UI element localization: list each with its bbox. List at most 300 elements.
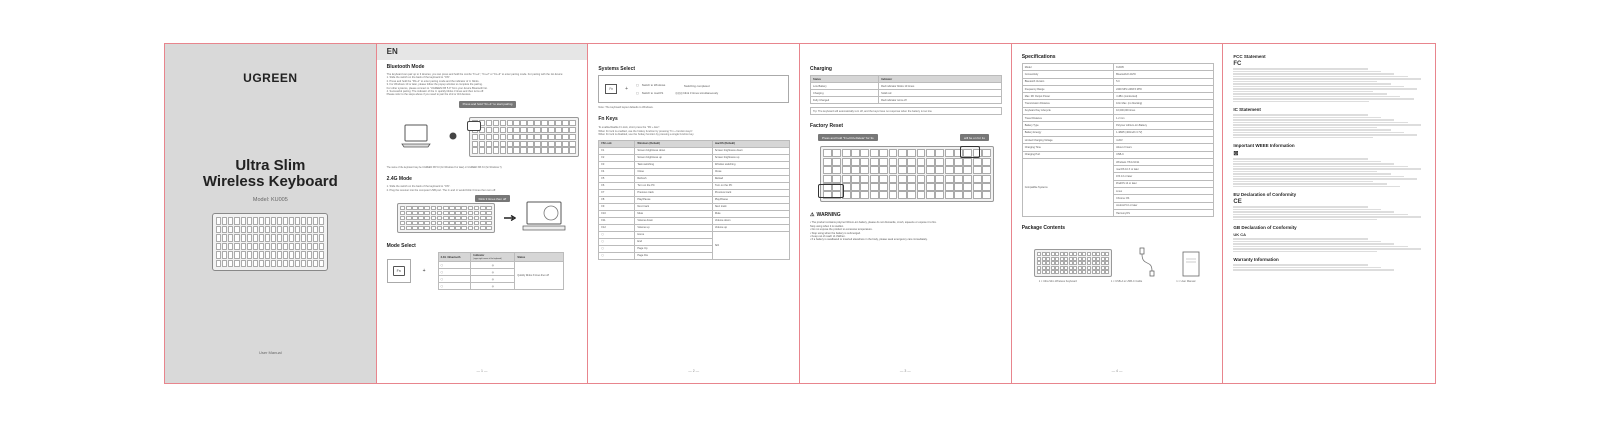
table-row: F10 Mute Mute <box>599 210 790 217</box>
placeholder-line <box>1233 246 1407 248</box>
key <box>253 251 258 259</box>
key <box>500 127 506 133</box>
table-row: Charging Port USB-C <box>1022 151 1213 158</box>
warning-heading: ⚠ WARNING <box>810 212 841 219</box>
key <box>472 141 478 147</box>
g24-illustration <box>387 195 578 235</box>
key <box>527 127 533 133</box>
key <box>870 149 879 157</box>
key <box>1064 257 1068 261</box>
key <box>480 211 486 215</box>
key <box>277 226 282 234</box>
key <box>500 147 506 153</box>
key <box>1082 261 1086 265</box>
eu-heading: EU Declaration of Conformity <box>1233 192 1297 197</box>
key <box>1055 266 1059 270</box>
key <box>541 127 547 133</box>
key <box>295 251 300 259</box>
gb-text <box>1233 238 1425 252</box>
text-line: • If a battery is swallowed or inserted elsewhere in the body, please seek emergency care immediately. <box>810 238 928 242</box>
key <box>1051 270 1055 274</box>
key <box>907 183 916 191</box>
table-row: F2 Screen brightness up Screen brightness up <box>599 154 790 161</box>
key <box>851 183 860 191</box>
key <box>1060 252 1064 256</box>
key <box>917 158 926 166</box>
key <box>1105 257 1109 261</box>
key <box>548 134 554 140</box>
key <box>963 191 972 199</box>
placeholder-line <box>1233 124 1421 126</box>
key <box>307 226 312 234</box>
key <box>1046 257 1050 261</box>
key <box>1087 257 1091 261</box>
key <box>228 217 233 225</box>
key <box>247 251 252 259</box>
key <box>289 226 294 234</box>
key <box>541 134 547 140</box>
key <box>493 147 499 153</box>
key <box>935 149 944 157</box>
key <box>295 234 300 242</box>
table-row: Android 5.0 or later <box>1022 202 1213 209</box>
key <box>431 226 437 230</box>
key <box>534 134 540 140</box>
table-row: Fully Charged Red indicator turns off <box>811 97 1002 104</box>
reset-callout: Press and hold "Fn+Ctrl+Delete" for 3s <box>818 134 878 141</box>
key <box>513 147 519 153</box>
bluetooth-mode-heading: Bluetooth Mode <box>386 64 425 70</box>
key <box>963 158 972 166</box>
key <box>1064 270 1068 274</box>
key <box>907 166 916 174</box>
fcc-logo: FC <box>1233 61 1242 67</box>
key <box>474 221 480 225</box>
placeholder-line <box>1233 127 1377 129</box>
key <box>954 166 963 174</box>
key <box>216 251 221 259</box>
key <box>569 134 575 140</box>
key <box>301 260 306 268</box>
key <box>1073 252 1077 256</box>
table-row: Low Battery Red indicator blinks 10 times <box>811 83 1002 90</box>
key <box>541 147 547 153</box>
key <box>222 226 227 234</box>
key <box>319 226 324 234</box>
key <box>935 183 944 191</box>
key <box>534 120 540 126</box>
key <box>541 141 547 147</box>
user-manual-label: User Manual <box>258 350 282 355</box>
key <box>228 234 233 242</box>
key <box>259 260 264 268</box>
key <box>870 158 879 166</box>
key <box>1051 252 1055 256</box>
key <box>468 221 474 225</box>
key <box>486 127 492 133</box>
g24-mode-heading: 2.4G Mode <box>386 176 412 183</box>
key <box>507 120 513 126</box>
key <box>461 226 467 230</box>
placeholder-line <box>1233 251 1377 253</box>
key <box>870 175 879 183</box>
key <box>247 226 252 234</box>
table-row: Keyboard Key Lifecycle 10,000,000 times <box>1022 107 1213 114</box>
text-line: 1. Slide the switch on the back of the keyboard to "ON". <box>386 76 451 80</box>
key <box>879 183 888 191</box>
key <box>507 141 513 147</box>
key <box>424 211 430 215</box>
table-row: Charging Time About 2 hours <box>1022 144 1213 151</box>
table-row: Max. RF Output Power 4 dBm (conducted) <box>1022 93 1213 100</box>
key <box>860 166 869 174</box>
key <box>271 243 276 251</box>
brand-logo: UGREEN <box>243 71 298 85</box>
key <box>860 149 869 157</box>
placeholder-line <box>1233 216 1421 218</box>
key <box>443 216 449 220</box>
key <box>823 149 832 157</box>
key <box>400 226 406 230</box>
table-row: F9 Next track Next track <box>599 203 790 210</box>
key <box>313 243 318 251</box>
key <box>295 243 300 251</box>
placeholder-line <box>1233 183 1386 185</box>
key <box>870 191 879 199</box>
key <box>437 216 443 220</box>
key <box>1073 257 1077 261</box>
key <box>289 251 294 259</box>
key <box>1082 252 1086 256</box>
key <box>412 226 418 230</box>
key <box>1101 252 1105 256</box>
table-row: FN Lock Windows (Default) macOS (Default) <box>599 140 790 147</box>
g24-steps <box>387 185 578 192</box>
bluetooth-illustration <box>387 101 578 163</box>
key <box>253 226 258 234</box>
text-line: When Fn lock is enabled, use the hotkey function by pressing "Fn + function keys". <box>598 129 694 133</box>
key <box>1064 261 1068 265</box>
eu-text <box>1233 206 1425 220</box>
placeholder-line <box>1233 88 1417 90</box>
key <box>1042 270 1046 274</box>
key <box>449 226 455 230</box>
key <box>1073 270 1077 274</box>
key <box>241 226 246 234</box>
key <box>480 221 486 225</box>
key <box>1105 252 1109 256</box>
key <box>406 211 412 215</box>
key <box>216 243 221 251</box>
key <box>842 175 851 183</box>
key <box>271 260 276 268</box>
key <box>1060 257 1064 261</box>
weee-bin-icon: ⊠ <box>1233 151 1239 157</box>
key <box>898 183 907 191</box>
placeholder-line <box>1233 219 1377 221</box>
key <box>289 217 294 225</box>
key <box>295 226 300 234</box>
placeholder-line <box>1233 114 1367 116</box>
gb-heading: GB Declaration of Conformity <box>1233 225 1297 230</box>
key <box>486 206 492 210</box>
key <box>898 175 907 183</box>
key <box>907 175 916 183</box>
key <box>412 211 418 215</box>
page-number: — 2 — <box>688 369 700 373</box>
key <box>889 158 898 166</box>
key <box>307 260 312 268</box>
key <box>313 260 318 268</box>
key <box>555 147 561 153</box>
key <box>431 216 437 220</box>
charging-tip: Tip: The keyboard will automatically turn off, and the keys have no response when the battery is too low. <box>810 107 1002 115</box>
key <box>945 158 954 166</box>
text-line: • Keep out of reach of children. <box>810 235 846 239</box>
key <box>1078 266 1082 270</box>
key <box>1092 270 1096 274</box>
key <box>247 217 252 225</box>
key <box>400 211 406 215</box>
table-row: F12 Volume up Volume up <box>599 224 790 231</box>
key <box>898 191 907 199</box>
key <box>1078 257 1082 261</box>
key <box>431 211 437 215</box>
table-row: F8 Play/Pause Play/Pause <box>599 196 790 203</box>
key <box>945 175 954 183</box>
key <box>945 149 954 157</box>
key <box>982 191 991 199</box>
key <box>472 134 478 140</box>
key <box>234 243 239 251</box>
key <box>851 191 860 199</box>
key <box>486 211 492 215</box>
key <box>1092 266 1096 270</box>
table-row: ▢ Page Dw <box>599 252 790 259</box>
key <box>1069 261 1073 265</box>
key <box>1037 257 1041 261</box>
key <box>935 175 944 183</box>
key <box>541 120 547 126</box>
key <box>879 158 888 166</box>
table-row: Limited Charging Voltage 4.20V <box>1022 136 1213 143</box>
key <box>313 234 318 242</box>
compliance-panel <box>1223 44 1435 383</box>
key <box>898 158 907 166</box>
key <box>265 260 270 268</box>
key <box>301 217 306 225</box>
key <box>307 217 312 225</box>
placeholder-line <box>1233 178 1417 180</box>
key <box>879 149 888 157</box>
table-row: F3 Task switching Window switching <box>599 161 790 168</box>
key <box>954 191 963 199</box>
key <box>954 183 963 191</box>
keyboard-mini-24g <box>397 203 495 233</box>
placeholder-line <box>1233 181 1373 183</box>
key <box>973 191 982 199</box>
key <box>555 134 561 140</box>
key <box>527 141 533 147</box>
specifications-heading: Specifications <box>1021 54 1056 60</box>
key <box>1101 257 1105 261</box>
placeholder-line <box>1233 206 1367 208</box>
mode-select-table: 2.4G / Bluetooth Indicator (upper right corner of the keyboard) Status ▢ ◎ Quickly blinks 3 times then off ▢ ◎ ▢ ◎ ▢ ◎ <box>438 252 564 290</box>
package-contents-heading: Package Contents <box>1021 225 1066 232</box>
key <box>851 158 860 166</box>
text-line: 1. Slide the switch on the back of the keyboard to "ON". <box>386 185 451 189</box>
placeholder-line <box>1233 264 1367 266</box>
delete-highlight <box>960 146 980 158</box>
key <box>832 166 841 174</box>
user-manual-icon <box>1182 251 1200 277</box>
key <box>851 166 860 174</box>
key <box>479 147 485 153</box>
table-row: iPadOS 14 or later <box>1022 180 1213 187</box>
key <box>480 206 486 210</box>
key <box>283 234 288 242</box>
key <box>222 251 227 259</box>
placeholder-line <box>1233 269 1394 271</box>
table-row: Status Indicator <box>811 76 1002 83</box>
language-header: EN <box>377 44 588 60</box>
key <box>319 243 324 251</box>
key <box>513 127 519 133</box>
key <box>1037 270 1041 274</box>
placeholder-line <box>1233 71 1381 73</box>
key <box>468 206 474 210</box>
key <box>259 251 264 259</box>
key <box>418 206 424 210</box>
key <box>480 226 486 230</box>
key <box>400 216 406 220</box>
key <box>548 120 554 126</box>
key <box>247 234 252 242</box>
placeholder-line <box>1233 238 1367 240</box>
key <box>507 134 513 140</box>
key <box>832 158 841 166</box>
key <box>493 120 499 126</box>
key <box>228 226 233 234</box>
key <box>973 158 982 166</box>
key <box>1078 261 1082 265</box>
key <box>1092 257 1096 261</box>
table-row: Travel Distance 1.2 mm <box>1022 115 1213 122</box>
key <box>307 243 312 251</box>
key <box>493 134 499 140</box>
key <box>277 234 282 242</box>
placeholder-line <box>1233 98 1413 100</box>
key <box>982 183 991 191</box>
key <box>860 158 869 166</box>
table-row: F4 Close Close <box>599 168 790 175</box>
key <box>1037 266 1041 270</box>
key <box>313 217 318 225</box>
key <box>474 211 480 215</box>
key <box>216 217 221 225</box>
key <box>823 175 832 183</box>
key <box>963 183 972 191</box>
key <box>271 226 276 234</box>
table-row: F11 Volume down Volume down <box>599 217 790 224</box>
ic-heading: IC Statement <box>1233 107 1261 112</box>
key <box>486 141 492 147</box>
key <box>443 206 449 210</box>
key <box>247 243 252 251</box>
key <box>486 221 492 225</box>
key <box>860 191 869 199</box>
placeholder-line <box>1233 168 1421 170</box>
key <box>1096 266 1100 270</box>
key <box>982 158 991 166</box>
key <box>486 147 492 153</box>
key <box>265 243 270 251</box>
key <box>917 191 926 199</box>
key <box>277 260 282 268</box>
placeholder-line <box>1233 91 1373 93</box>
pairing-callout: Press and hold "Fn+1" to start pairing <box>459 101 517 108</box>
charging-heading: Charging <box>810 66 832 72</box>
placeholder-line <box>1233 96 1400 98</box>
mode-select-heading: Mode Select <box>386 243 416 250</box>
key <box>1042 266 1046 270</box>
key <box>1060 266 1064 270</box>
key <box>216 234 221 242</box>
key <box>424 216 430 220</box>
key <box>313 251 318 259</box>
table-row: Bluetooth Version 5.0 <box>1022 78 1213 85</box>
key <box>301 243 306 251</box>
key <box>418 226 424 230</box>
table-row: Battery Energy 1.48Wh (400mAh 3.7V) <box>1022 129 1213 136</box>
key <box>1064 266 1068 270</box>
fn-key-highlight <box>467 121 481 131</box>
key <box>277 243 282 251</box>
key <box>935 166 944 174</box>
placeholder-line <box>1233 78 1421 80</box>
placeholder-line <box>1233 158 1367 160</box>
key <box>1082 257 1086 261</box>
fn-keys-text <box>598 126 789 136</box>
table-row: F5 Refresh Reload <box>599 175 790 182</box>
key <box>241 260 246 268</box>
key <box>520 147 526 153</box>
specs-panel <box>1012 44 1224 383</box>
key <box>486 120 492 126</box>
key <box>289 234 294 242</box>
key <box>265 217 270 225</box>
text-line: • Do not expose the product to excessive temperature. <box>810 228 873 232</box>
placeholder-line <box>1233 137 1373 139</box>
key <box>527 147 533 153</box>
key <box>283 243 288 251</box>
warning-icon: ⚠ <box>810 212 815 219</box>
key <box>1092 252 1096 256</box>
connection-panel <box>377 44 589 383</box>
key <box>493 141 499 147</box>
key <box>265 226 270 234</box>
key <box>228 260 233 268</box>
key <box>973 166 982 174</box>
key <box>889 191 898 199</box>
key <box>241 217 246 225</box>
key <box>555 120 561 126</box>
key <box>455 221 461 225</box>
key <box>1069 252 1073 256</box>
key <box>907 158 916 166</box>
key <box>265 251 270 259</box>
key <box>455 216 461 220</box>
